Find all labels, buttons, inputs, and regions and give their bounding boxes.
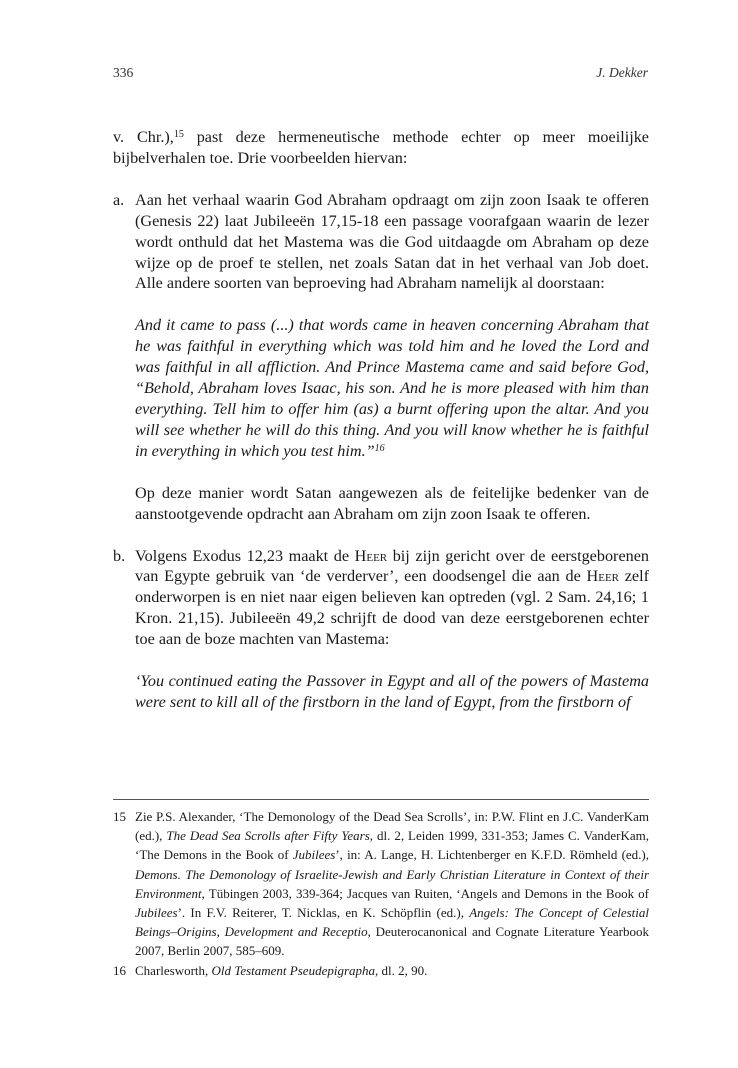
block-quote: ‘You continued eating the Passover in Egypt and all of the powers of Mastema were sent to kill all of the firstborn in the land of Egypt, from the firstborn of xyxy=(135,672,649,711)
heer-smallcaps: Heer xyxy=(354,546,388,565)
item-b-text xyxy=(135,546,649,651)
list-item-b xyxy=(113,546,649,713)
fn-text: Charlesworth, xyxy=(135,962,212,978)
fn-title: Demons. The Demonology of Israelite-Jewish and Early Christian Literature in Context of their Environment xyxy=(135,866,649,901)
quote-text: And it came to pass (...) that words came in heaven concerning Abraham that he was faithful in everything which was told him and he loved the Lord and was faithful in all affliction. And Prince Mastema came and said before God, “Behold, Abraham loves Isaac, his son. And he is more pleased with him than everything. Tell him to offer him (as) a burnt offering upon the altar. And you will see whether he will do this thing. And you will know whether he is faithful in everything in which you test him.” xyxy=(135,316,649,460)
footnote-number: 15 xyxy=(113,809,126,824)
fn-text: , dl. 2, 90. xyxy=(375,962,428,978)
fn-text: , Deuterocanonical and Cognate Literature Yearbook 2007, Berlin 2007, 585–609. xyxy=(135,924,649,959)
item-b-text-2: bij zijn gericht over de eerstgeborenen van Egypte gebruik van ‘de verderver’, een doodsengel die aan de xyxy=(135,546,649,586)
intro-text-cont: past deze hermeneutische methode echter op meer moeilijke bijbelverhalen toe. Drie voorbeelden hiervan: xyxy=(113,128,649,167)
item-label: b. xyxy=(113,546,126,565)
fn-text: , dl. 2, Leiden 1999, 331-353; James C. VanderKam, ‘The Demons in the Book of xyxy=(135,828,649,863)
footnotes xyxy=(113,807,649,980)
fn-title: The Dead Sea Scrolls after Fifty Years xyxy=(166,828,370,844)
running-author: J. Dekker xyxy=(596,65,648,80)
list-item-a xyxy=(113,190,649,525)
intro-paragraph xyxy=(113,127,649,169)
item-a-conclusion: Op deze manier wordt Satan aangewezen als de feitelijke bedenker van de aanstootgevende opdracht aan Abraham om zijn zoon Isaak te offeren. xyxy=(135,483,649,523)
item-b-text-1: Volgens Exodus 12,23 maakt de xyxy=(135,546,355,565)
fn-text: ’, in: A. Lange, H. Lichtenberger en K.F.D. Römheld (ed.), xyxy=(335,847,649,863)
footnote-divider xyxy=(113,799,649,800)
item-a-text: Aan het verhaal waarin God Abraham opdraagt om zijn zoon Isaak te offeren (Genesis 22) laat Jubileeën 17,15-18 een passage voorafgaan waarin de lezer wordt onthuld dat het Mastema was die God uitdaagde om Abraham op deze wijze op de proef te stellen, net zoals Satan dat in het verhaal van Job doet. Alle andere soorten van beproeving had Abraham namelijk al doorstaan: xyxy=(135,190,649,293)
fn-title: Angels: The Concept of Celestial Beings–Origins, Development and Receptio xyxy=(135,905,649,940)
main-text xyxy=(113,127,649,713)
item-b-text-3: zelf onderworpen is en niet naar eigen believen kan optreden (vgl. 2 Sam. 24,16; 1 Kron. 21,15). Jubileeën 49,2 schrijft de dood van deze eerstgeborenen echter toe aan de boze machten van Mastema: xyxy=(135,567,649,649)
footnote-ref-16: 16 xyxy=(374,442,385,454)
item-label: a. xyxy=(113,190,125,209)
intro-text: v. Chr.), xyxy=(113,128,174,146)
footnote-ref-15: 15 xyxy=(173,129,184,140)
fn-text: Zie P.S. Alexander, ‘The Demonology of the Dead Sea Scrolls’, in: P.W. Flint en J.C. VanderKam (ed.), xyxy=(135,809,649,844)
block-quote xyxy=(135,315,649,461)
fn-title: Jubilees xyxy=(292,847,336,863)
footnote-number: 16 xyxy=(113,962,126,978)
fn-title: Jubilees xyxy=(135,905,178,921)
fn-text: , Tübingen 2003, 339-364; Jacques van Ruiten, ‘Angels and Demons in the Book of xyxy=(201,885,649,901)
footnote-15 xyxy=(113,807,649,961)
fn-text: ’. In F.V. Reiterer, T. Nicklas, en K. Schöpflin (ed.), xyxy=(177,905,470,921)
heer-smallcaps: Heer xyxy=(586,567,619,586)
footnote-16 xyxy=(113,961,649,980)
page-number: 336 xyxy=(113,65,134,80)
fn-title: Old Testament Pseudepigrapha xyxy=(211,962,376,978)
